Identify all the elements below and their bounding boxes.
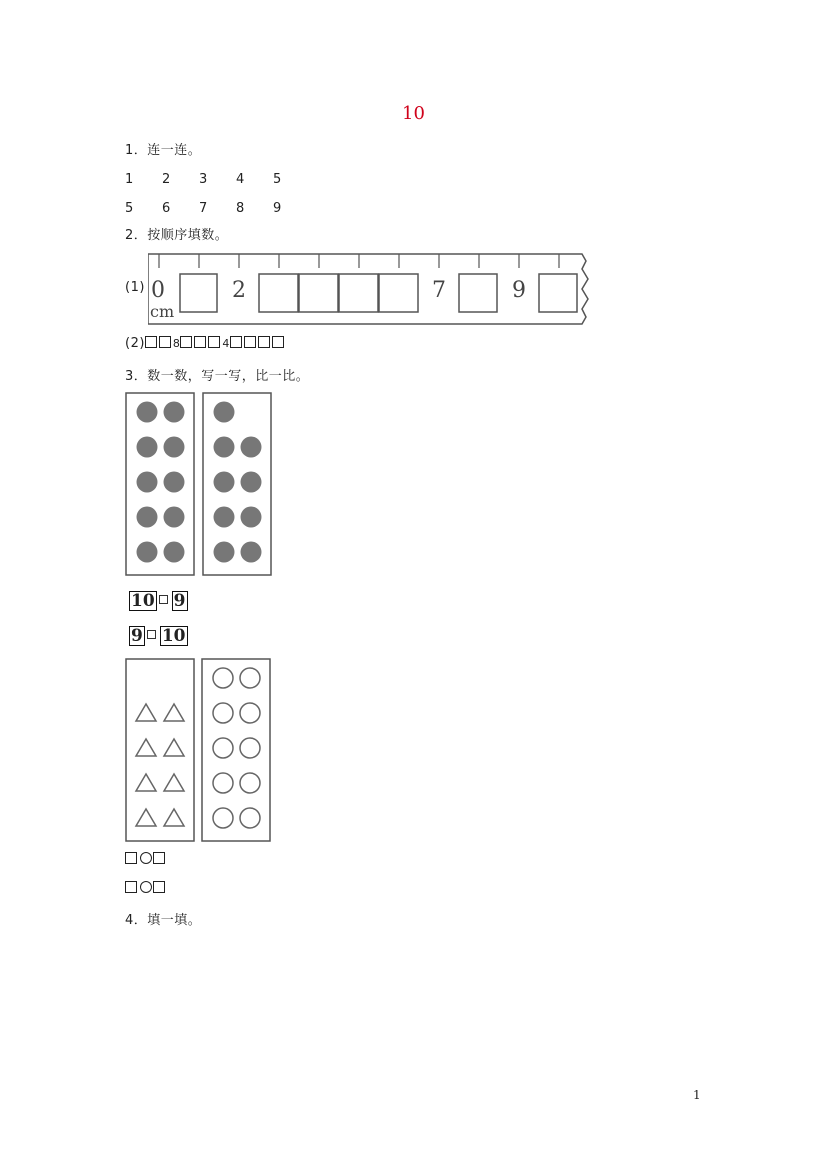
q2-part1-label: (1) (125, 280, 145, 295)
blank-box[interactable] (159, 336, 171, 348)
q1-number: 3 (199, 172, 208, 187)
ruler-label: 0 (151, 278, 165, 303)
dot (214, 542, 235, 563)
q1-number: 4 (236, 172, 245, 187)
ruler-blank-box[interactable] (299, 274, 338, 312)
dot (137, 402, 158, 423)
ruler-blank-box[interactable] (379, 274, 418, 312)
compare-row-2 (129, 626, 188, 646)
q1-heading: 1．连一连。 (125, 143, 202, 158)
blank-box[interactable] (272, 336, 284, 348)
q1-number: 5 (125, 201, 134, 216)
dot (214, 472, 235, 493)
blank-box[interactable] (180, 336, 192, 348)
dot (214, 507, 235, 528)
q2-part2-label: (2) (125, 336, 145, 351)
sequence-number: 8 (172, 337, 181, 350)
blank-box[interactable] (153, 881, 165, 893)
blank-box[interactable] (230, 336, 242, 348)
q1-number: 1 (125, 172, 134, 187)
compare-blank[interactable] (159, 595, 168, 604)
compare-number: 10 (161, 626, 186, 646)
dot (241, 472, 262, 493)
dot (164, 507, 185, 528)
shape-panels (125, 657, 275, 843)
q2-part2 (125, 336, 286, 351)
q1-number: 9 (273, 201, 282, 216)
blank-box[interactable] (125, 852, 137, 864)
ruler-blank-box[interactable] (339, 274, 378, 312)
page-title: 10 (402, 103, 425, 124)
ruler-label: 9 (512, 278, 526, 303)
compare-blank-row (125, 852, 167, 867)
ruler-label: 7 (432, 278, 446, 303)
ruler-unit: cm (150, 302, 175, 321)
ruler-blank-box[interactable] (259, 274, 298, 312)
q1-number: 7 (199, 201, 208, 216)
blank-box[interactable] (208, 336, 220, 348)
q1-row-2 (125, 197, 310, 216)
compare-blank[interactable] (147, 630, 156, 639)
blank-box[interactable] (194, 336, 206, 348)
dot (137, 507, 158, 528)
dot-panels (125, 392, 275, 578)
q1-number: 5 (273, 172, 282, 187)
dot (164, 472, 185, 493)
q1-number: 6 (162, 201, 171, 216)
compare-circle-blank[interactable] (140, 852, 152, 864)
triangle-panel (126, 659, 194, 841)
blank-box[interactable] (153, 852, 165, 864)
blank-box[interactable] (258, 336, 270, 348)
sequence-number: 4 (222, 337, 230, 350)
q1-number: 8 (236, 201, 245, 216)
q3-heading: 3．数一数，写一写，比一比。 (125, 369, 310, 384)
ruler-blank-box[interactable] (539, 274, 577, 312)
compare-row-1 (129, 591, 188, 611)
q2-heading: 2．按顺序填数。 (125, 228, 229, 243)
compare-number: 9 (131, 626, 143, 646)
dot (164, 402, 185, 423)
compare-number: 10 (131, 591, 155, 611)
ruler-blank-box[interactable] (180, 274, 217, 312)
blank-box[interactable] (244, 336, 256, 348)
blank-box[interactable] (125, 881, 137, 893)
compare-circle-blank[interactable] (140, 881, 152, 893)
page-number: 1 (693, 1088, 701, 1102)
dot (164, 542, 185, 563)
blank-box[interactable] (145, 336, 157, 348)
ruler-label: 2 (232, 278, 246, 303)
dot (214, 402, 235, 423)
ruler-blank-box[interactable] (459, 274, 497, 312)
dot (241, 437, 262, 458)
q4-heading: 4．填一填。 (125, 913, 202, 928)
dot (241, 507, 262, 528)
dot (164, 437, 185, 458)
q1-row-1 (125, 168, 310, 187)
dot (137, 472, 158, 493)
compare-number: 9 (173, 591, 186, 611)
q1-number: 2 (162, 172, 171, 187)
ruler-image (148, 251, 598, 327)
dot (137, 437, 158, 458)
dot (214, 437, 235, 458)
dot (137, 542, 158, 563)
compare-blank-row (125, 881, 167, 896)
dot (241, 542, 262, 563)
